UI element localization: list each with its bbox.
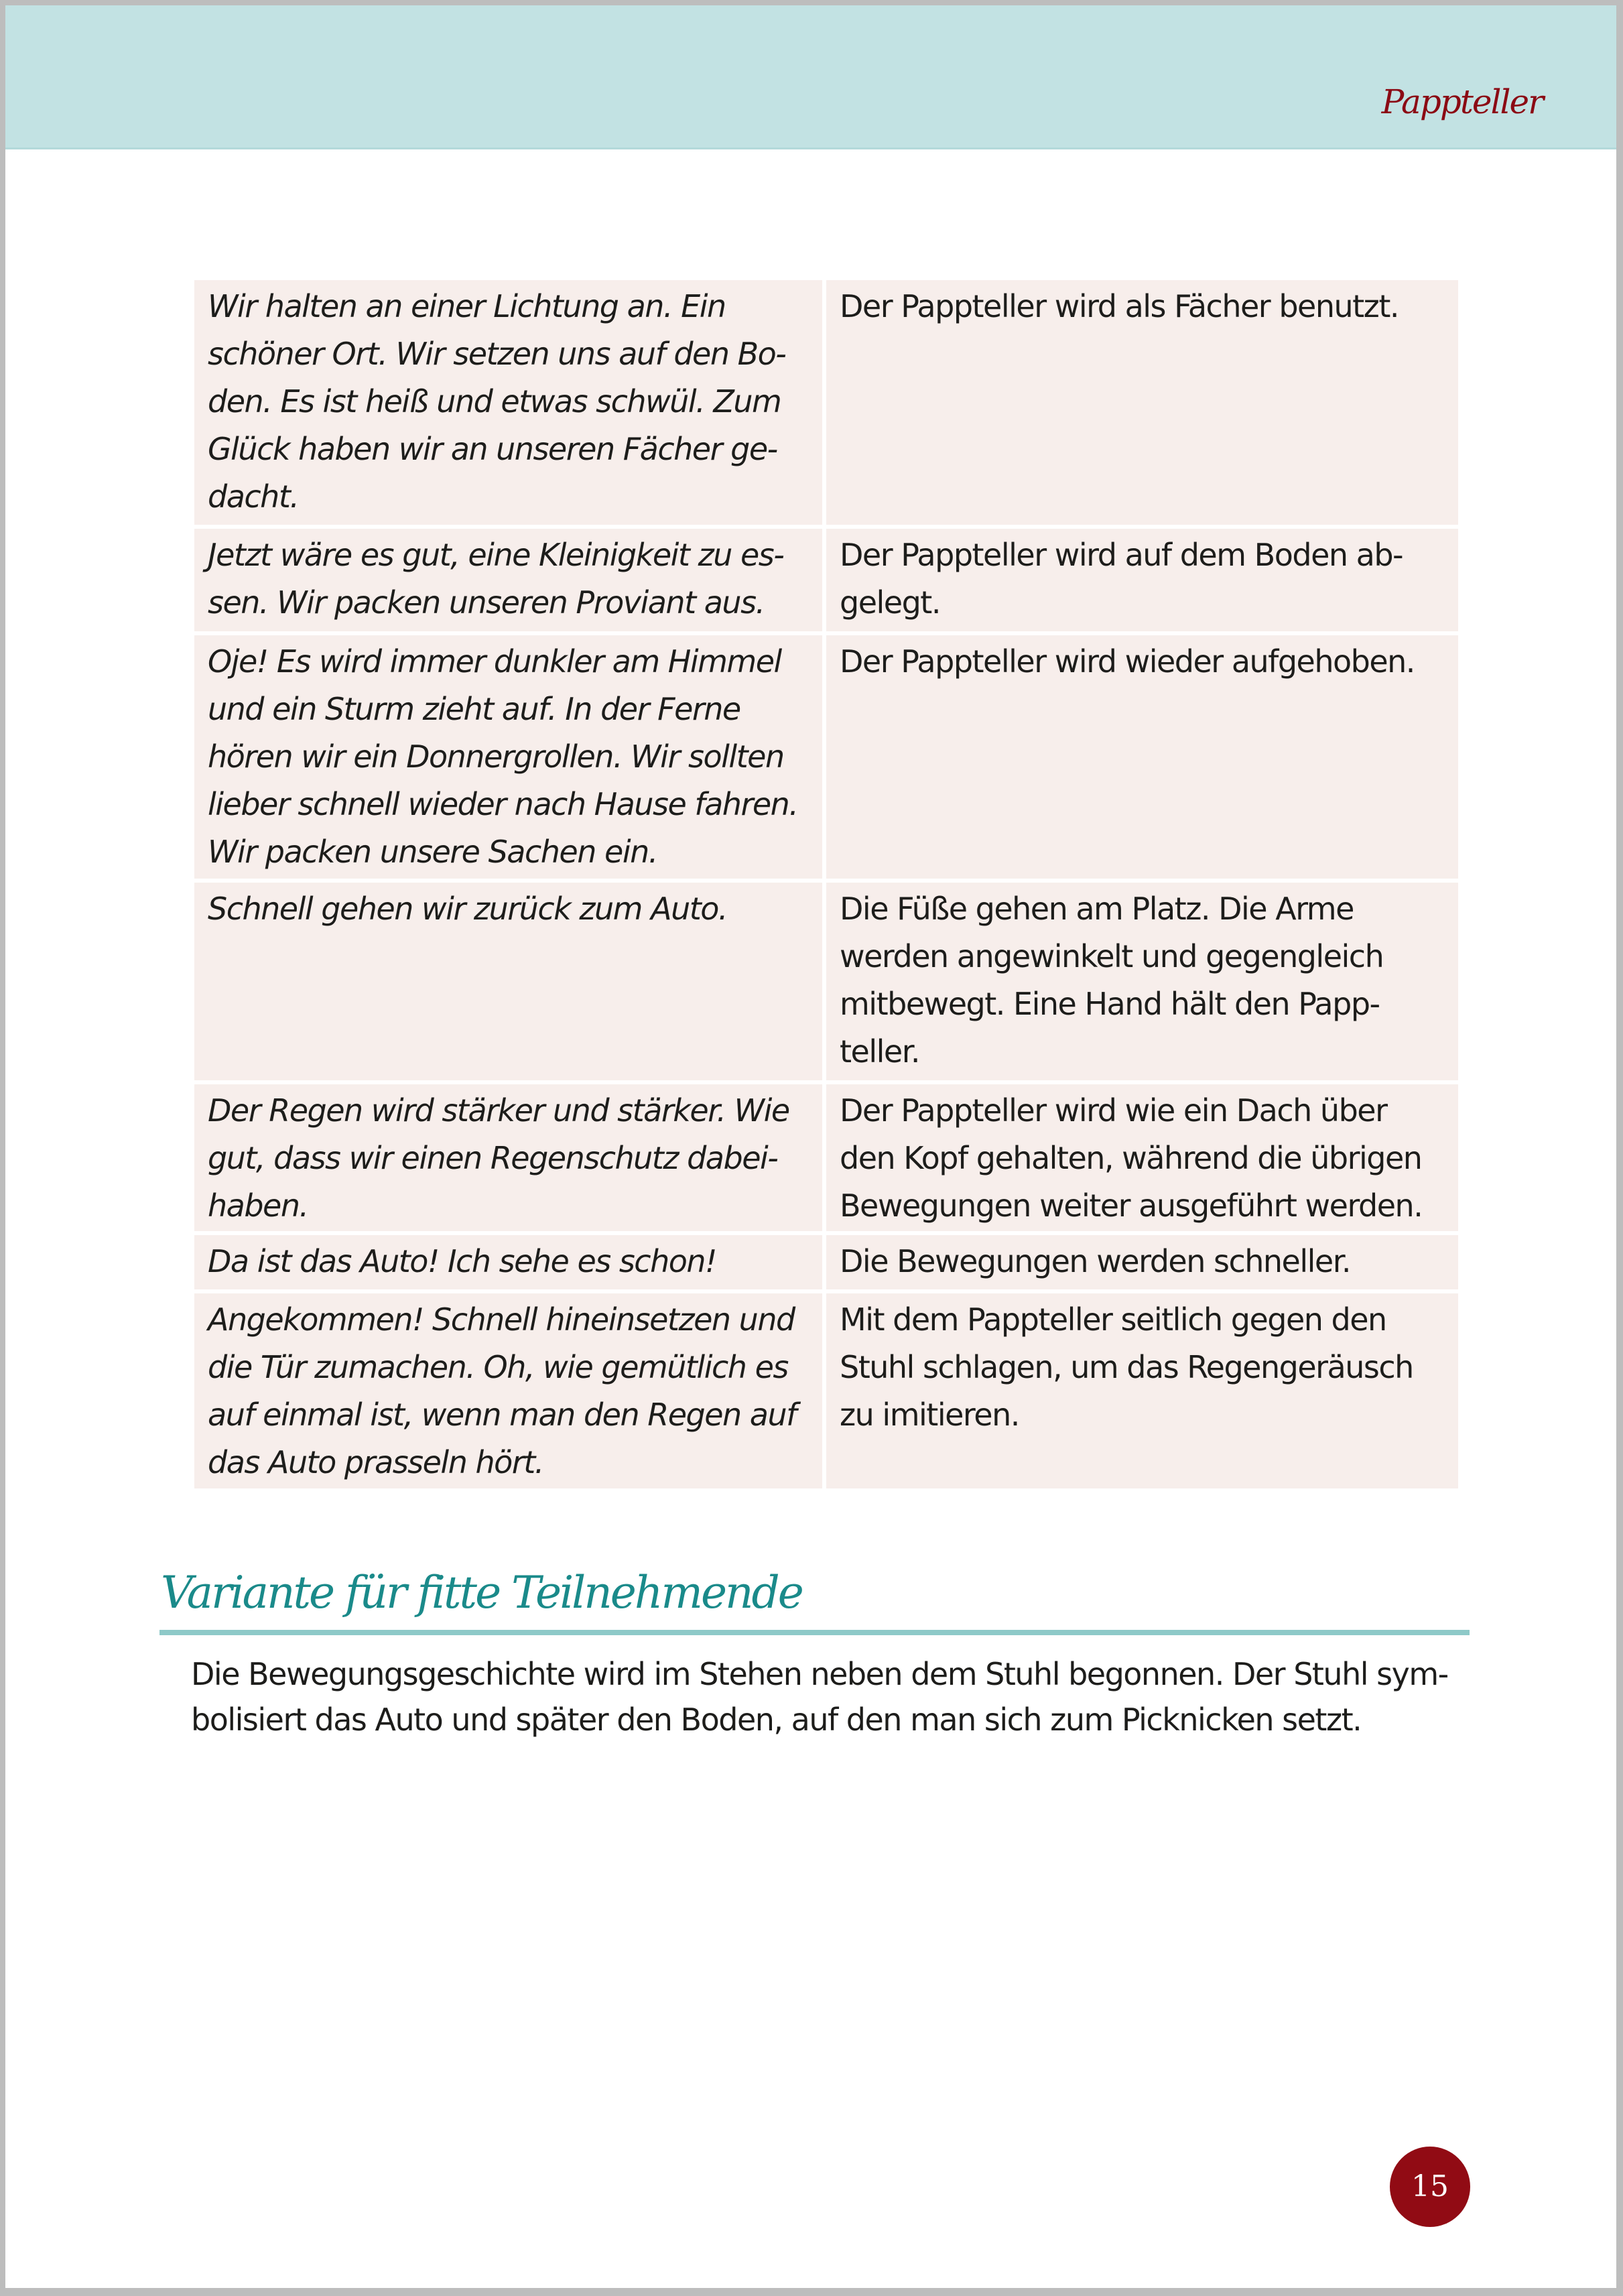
chapter-title: Pappteller bbox=[1381, 82, 1543, 121]
action-cell: Der Pappteller wird auf dem Boden ab-gelegt. bbox=[826, 529, 1458, 631]
table-row bbox=[194, 1084, 1458, 1231]
action-cell: Der Pappteller wird wieder aufgehoben. bbox=[826, 635, 1458, 879]
page-number-badge: 15 bbox=[1390, 2147, 1470, 2227]
table-row bbox=[194, 883, 1458, 1080]
page bbox=[5, 5, 1616, 2288]
story-cell: Da ist das Auto! Ich sehe es schon! bbox=[194, 1235, 822, 1289]
table-row bbox=[194, 529, 1458, 631]
story-cell: Jetzt wäre es gut, eine Kleinigkeit zu es-sen. Wir packen unseren Proviant aus. bbox=[194, 529, 822, 631]
action-cell: Die Bewegungen werden schneller. bbox=[826, 1235, 1458, 1289]
header-band bbox=[5, 5, 1616, 149]
action-cell: Die Füße gehen am Platz. Die Arme werden angewinkelt und gegengleich mitbewegt. Eine Hand hält den Papp-teller. bbox=[826, 883, 1458, 1080]
action-cell: Der Pappteller wird wie ein Dach über den Kopf gehalten, während die übrigen Bewegungen weiter ausgeführt werden. bbox=[826, 1084, 1458, 1231]
action-cell: Mit dem Pappteller seitlich gegen den Stuhl schlagen, um das Regengeräusch zu imitieren. bbox=[826, 1293, 1458, 1488]
action-cell: Der Pappteller wird als Fächer benutzt. bbox=[826, 280, 1458, 525]
story-cell: Angekommen! Schnell hineinsetzen und die Tür zumachen. Oh, wie gemütlich es auf einmal ist, wenn man den Regen auf das Auto prasseln hört. bbox=[194, 1293, 822, 1488]
table-row bbox=[194, 1293, 1458, 1488]
table-row bbox=[194, 635, 1458, 879]
story-table bbox=[190, 276, 1462, 1492]
story-cell: Wir halten an einer Lichtung an. Ein schöner Ort. Wir setzen uns auf den Bo-den. Es ist heiß und etwas schwül. Zum Glück haben wir an unseren Fächer ge-dacht. bbox=[194, 280, 822, 525]
story-cell: Oje! Es wird immer dunkler am Himmel und ein Sturm zieht auf. In der Ferne hören wir ein Donnergrollen. Wir sollten lieber schnell wieder nach Hause fahren. Wir packen unsere Sachen ein. bbox=[194, 635, 822, 879]
heading-rule bbox=[159, 1630, 1470, 1635]
story-cell: Schnell gehen wir zurück zum Auto. bbox=[194, 883, 822, 1080]
table-row bbox=[194, 1235, 1458, 1289]
section-heading: Variante für fitte Teilnehmende bbox=[161, 1567, 802, 1618]
section-paragraph: Die Bewegungsgeschichte wird im Stehen neben dem Stuhl begonnen. Der Stuhl sym-bolisiert das Auto und später den Boden, auf den man sich zum Picknicken setzt. bbox=[191, 1656, 1448, 1738]
story-cell: Der Regen wird stärker und stärker. Wie gut, dass wir einen Regenschutz dabei-haben. bbox=[194, 1084, 822, 1231]
table-row bbox=[194, 280, 1458, 525]
